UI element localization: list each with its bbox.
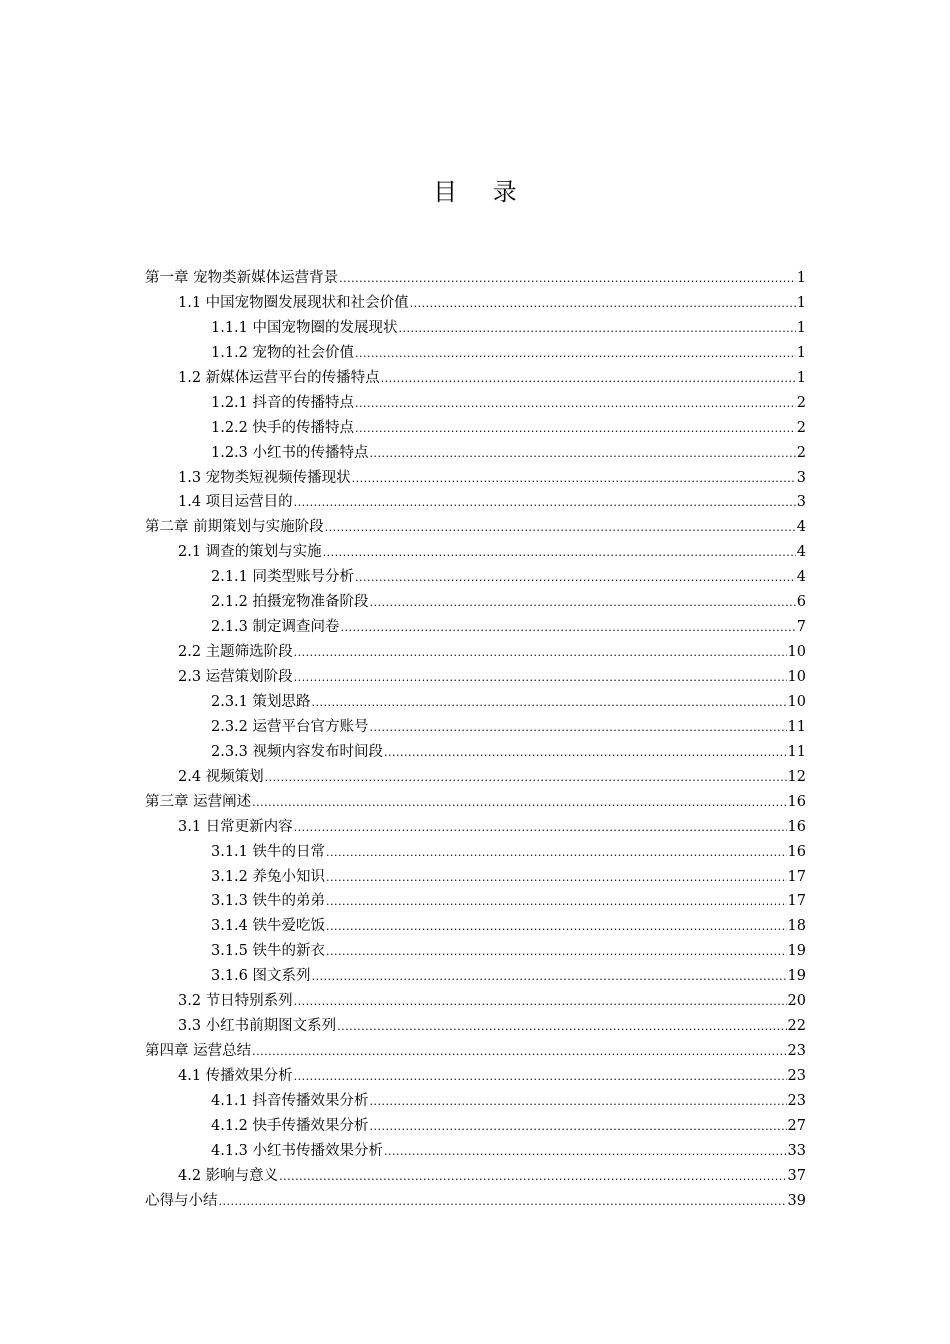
toc-entry-page-number: 16 (787, 843, 806, 860)
dot-leader (384, 1140, 787, 1165)
toc-entry-label: 2.2 主题筛选阶段 (178, 644, 293, 661)
toc-entry[interactable] (145, 815, 806, 840)
toc-entry[interactable] (145, 914, 806, 939)
toc-entry-page-number: 1 (796, 270, 806, 286)
toc-entry[interactable] (145, 391, 806, 416)
toc-entry-page-number: 1 (796, 294, 806, 311)
toc-entry-page-number: 27 (787, 1117, 806, 1134)
dot-leader (294, 641, 787, 666)
toc-entry[interactable] (145, 565, 806, 590)
toc-entry-page-number: 3 (796, 469, 806, 486)
toc-entry-page-number: 7 (796, 619, 806, 636)
dot-leader (325, 516, 796, 541)
toc-entry-label: 2.3.3 视频内容发布时间段 (211, 743, 384, 760)
toc-entry[interactable] (145, 740, 806, 765)
dot-leader (370, 1115, 787, 1140)
toc-entry-label: 1.3 宠物类短视频传播现状 (178, 469, 351, 486)
toc-entry[interactable] (145, 690, 806, 715)
toc-entry[interactable] (145, 416, 806, 441)
toc-entry-page-number: 11 (787, 718, 806, 735)
toc-entry-label: 1.2.2 快手的传播特点 (211, 419, 355, 436)
dot-leader (355, 392, 796, 417)
toc-entry[interactable] (145, 1014, 806, 1039)
dot-leader (252, 791, 786, 816)
dot-leader (294, 816, 787, 841)
toc-entry-label: 3.2 节日特别系列 (178, 993, 293, 1010)
dot-leader (326, 841, 787, 866)
toc-entry-label: 第四章 运营总结 (145, 1043, 252, 1060)
toc-entry-page-number: 23 (787, 1092, 806, 1109)
toc-entry[interactable] (145, 715, 806, 740)
toc-entry-label: 3.1.3 铁牛的弟弟 (211, 893, 326, 910)
dot-leader (370, 716, 787, 741)
toc-entry[interactable] (145, 490, 806, 515)
toc-entry-label: 4.2 影响与意义 (178, 1167, 279, 1184)
dot-leader (252, 1040, 786, 1065)
toc-entry[interactable] (145, 1064, 806, 1089)
dot-leader (219, 1190, 787, 1215)
toc-entry-label: 1.1.2 宠物的社会价值 (211, 344, 355, 361)
toc-entry-page-number: 10 (787, 644, 806, 661)
toc-entry[interactable] (145, 964, 806, 989)
dot-leader (384, 741, 787, 766)
page-title: 目 录 (433, 178, 531, 206)
toc-entry-label: 4.1 传播效果分析 (178, 1068, 293, 1084)
dot-leader (294, 1065, 787, 1090)
dot-leader (294, 491, 796, 516)
toc-entry[interactable] (145, 939, 806, 964)
dot-leader (341, 616, 796, 641)
toc-entry[interactable] (145, 889, 806, 914)
dot-leader (370, 1090, 787, 1115)
table-of-contents (145, 266, 806, 1214)
toc-entry-page-number: 18 (787, 918, 806, 935)
dot-leader (355, 417, 796, 442)
toc-entry-label: 第二章 前期策划与实施阶段 (145, 519, 324, 536)
toc-entry[interactable] (145, 316, 806, 341)
toc-entry[interactable] (145, 1139, 806, 1164)
toc-entry[interactable] (145, 665, 806, 690)
toc-entry-label: 2.1.3 制定调查问卷 (211, 619, 340, 636)
dot-leader (410, 292, 796, 317)
toc-entry[interactable] (145, 1189, 806, 1214)
toc-entry-label: 第一章 宠物类新媒体运营背景 (145, 270, 339, 286)
toc-entry-label: 4.1.2 快手传播效果分析 (211, 1117, 369, 1134)
toc-entry[interactable] (145, 291, 806, 316)
toc-entry-label: 3.1.6 图文系列 (211, 968, 311, 985)
toc-entry-page-number: 16 (787, 818, 806, 835)
toc-entry-page-number: 10 (787, 693, 806, 710)
toc-entry-label: 1.2 新媒体运营平台的传播特点 (178, 369, 380, 386)
toc-entry-page-number: 4 (796, 544, 806, 561)
dot-leader (339, 267, 796, 292)
dot-leader (352, 467, 796, 492)
toc-entry[interactable] (145, 341, 806, 366)
toc-entry-page-number: 2 (796, 419, 806, 436)
toc-entry-page-number: 1 (796, 369, 806, 386)
toc-entry-label: 2.1.2 拍摄宠物准备阶段 (211, 594, 369, 611)
toc-entry-page-number: 39 (787, 1192, 806, 1209)
dot-leader (355, 342, 796, 367)
dot-leader (370, 591, 796, 616)
toc-entry-page-number: 6 (796, 594, 806, 611)
toc-entry-label: 3.1.4 铁牛爱吃饭 (211, 918, 326, 935)
toc-entry-page-number: 4 (796, 569, 806, 586)
dot-leader (326, 915, 787, 940)
toc-entry-page-number: 17 (787, 893, 806, 910)
toc-entry[interactable] (145, 466, 806, 491)
toc-entry[interactable] (145, 865, 806, 890)
toc-entry-page-number: 33 (787, 1142, 806, 1159)
dot-leader (399, 317, 796, 342)
toc-entry-page-number: 16 (787, 793, 806, 810)
toc-entry[interactable] (145, 515, 806, 540)
toc-entry[interactable] (145, 840, 806, 865)
toc-entry-page-number: 23 (787, 1068, 806, 1084)
dot-leader (265, 766, 787, 791)
toc-entry-label: 2.1.1 同类型账号分析 (211, 569, 355, 586)
toc-entry-label: 2.1 调查的策划与实施 (178, 544, 322, 561)
toc-entry-label: 1.1 中国宠物圈发展现状和社会价值 (178, 294, 409, 311)
toc-entry[interactable] (145, 590, 806, 615)
toc-entry-page-number: 10 (787, 669, 806, 685)
toc-entry-page-number: 1 (796, 319, 806, 336)
toc-entry-page-number: 19 (787, 943, 806, 960)
toc-entry[interactable] (145, 1164, 806, 1189)
toc-entry[interactable] (145, 790, 806, 815)
toc-entry-label: 1.2.1 抖音的传播特点 (211, 394, 355, 411)
toc-entry-label: 心得与小结 (145, 1192, 218, 1209)
toc-entry-page-number: 1 (796, 344, 806, 361)
toc-entry[interactable] (145, 1089, 806, 1114)
dot-leader (294, 666, 787, 691)
toc-entry-page-number: 19 (787, 968, 806, 985)
dot-leader (381, 367, 796, 392)
toc-entry-page-number: 2 (796, 444, 806, 461)
toc-entry-label: 4.1.1 抖音传播效果分析 (211, 1092, 369, 1109)
toc-entry[interactable] (145, 366, 806, 391)
toc-entry-label: 2.4 视频策划 (178, 768, 264, 785)
dot-leader (370, 442, 796, 467)
toc-entry-page-number: 11 (787, 743, 806, 760)
dot-leader (312, 965, 787, 990)
toc-entry[interactable] (145, 540, 806, 565)
toc-entry-page-number: 20 (787, 993, 806, 1010)
toc-entry-page-number: 4 (796, 519, 806, 536)
toc-entry-label: 3.1.2 养兔小知识 (211, 868, 326, 885)
dot-leader (279, 1165, 786, 1190)
dot-leader (323, 541, 796, 566)
toc-entry-label: 3.1.1 铁牛的日常 (211, 843, 326, 860)
toc-entry[interactable] (145, 266, 806, 291)
dot-leader (326, 890, 787, 915)
dot-leader (312, 691, 787, 716)
toc-entry-page-number: 23 (787, 1043, 806, 1060)
dot-leader (326, 940, 787, 965)
toc-entry-page-number: 37 (787, 1167, 806, 1184)
toc-entry-label: 1.4 项目运营目的 (178, 494, 293, 511)
toc-entry[interactable] (145, 765, 806, 790)
toc-entry-page-number: 22 (787, 1018, 806, 1035)
toc-entry[interactable] (145, 1039, 806, 1064)
toc-entry-label: 3.1.5 铁牛的新衣 (211, 943, 326, 960)
toc-entry-label: 2.3.2 运营平台官方账号 (211, 718, 369, 735)
toc-entry-label: 1.1.1 中国宠物圈的发展现状 (211, 319, 398, 336)
toc-entry-label: 2.3 运营策划阶段 (178, 669, 293, 685)
toc-entry-page-number: 17 (787, 868, 806, 885)
dot-leader (337, 1015, 786, 1040)
toc-entry[interactable] (145, 1114, 806, 1139)
dot-leader (294, 990, 787, 1015)
toc-entry-label: 4.1.3 小红书传播效果分析 (211, 1142, 384, 1159)
toc-entry-label: 3.1 日常更新内容 (178, 818, 293, 835)
toc-entry[interactable] (145, 640, 806, 665)
toc-entry-label: 2.3.1 策划思路 (211, 693, 311, 710)
dot-leader (326, 866, 787, 891)
toc-entry-label: 3.3 小红书前期图文系列 (178, 1018, 337, 1035)
toc-entry-label: 第三章 运营阐述 (145, 793, 252, 810)
toc-entry-page-number: 2 (796, 394, 806, 411)
dot-leader (355, 566, 796, 591)
toc-entry[interactable] (145, 989, 806, 1014)
toc-entry[interactable] (145, 441, 806, 466)
toc-entry-page-number: 12 (787, 768, 806, 785)
toc-entry[interactable] (145, 615, 806, 640)
toc-entry-label: 1.2.3 小红书的传播特点 (211, 444, 369, 461)
toc-entry-page-number: 3 (796, 494, 806, 511)
